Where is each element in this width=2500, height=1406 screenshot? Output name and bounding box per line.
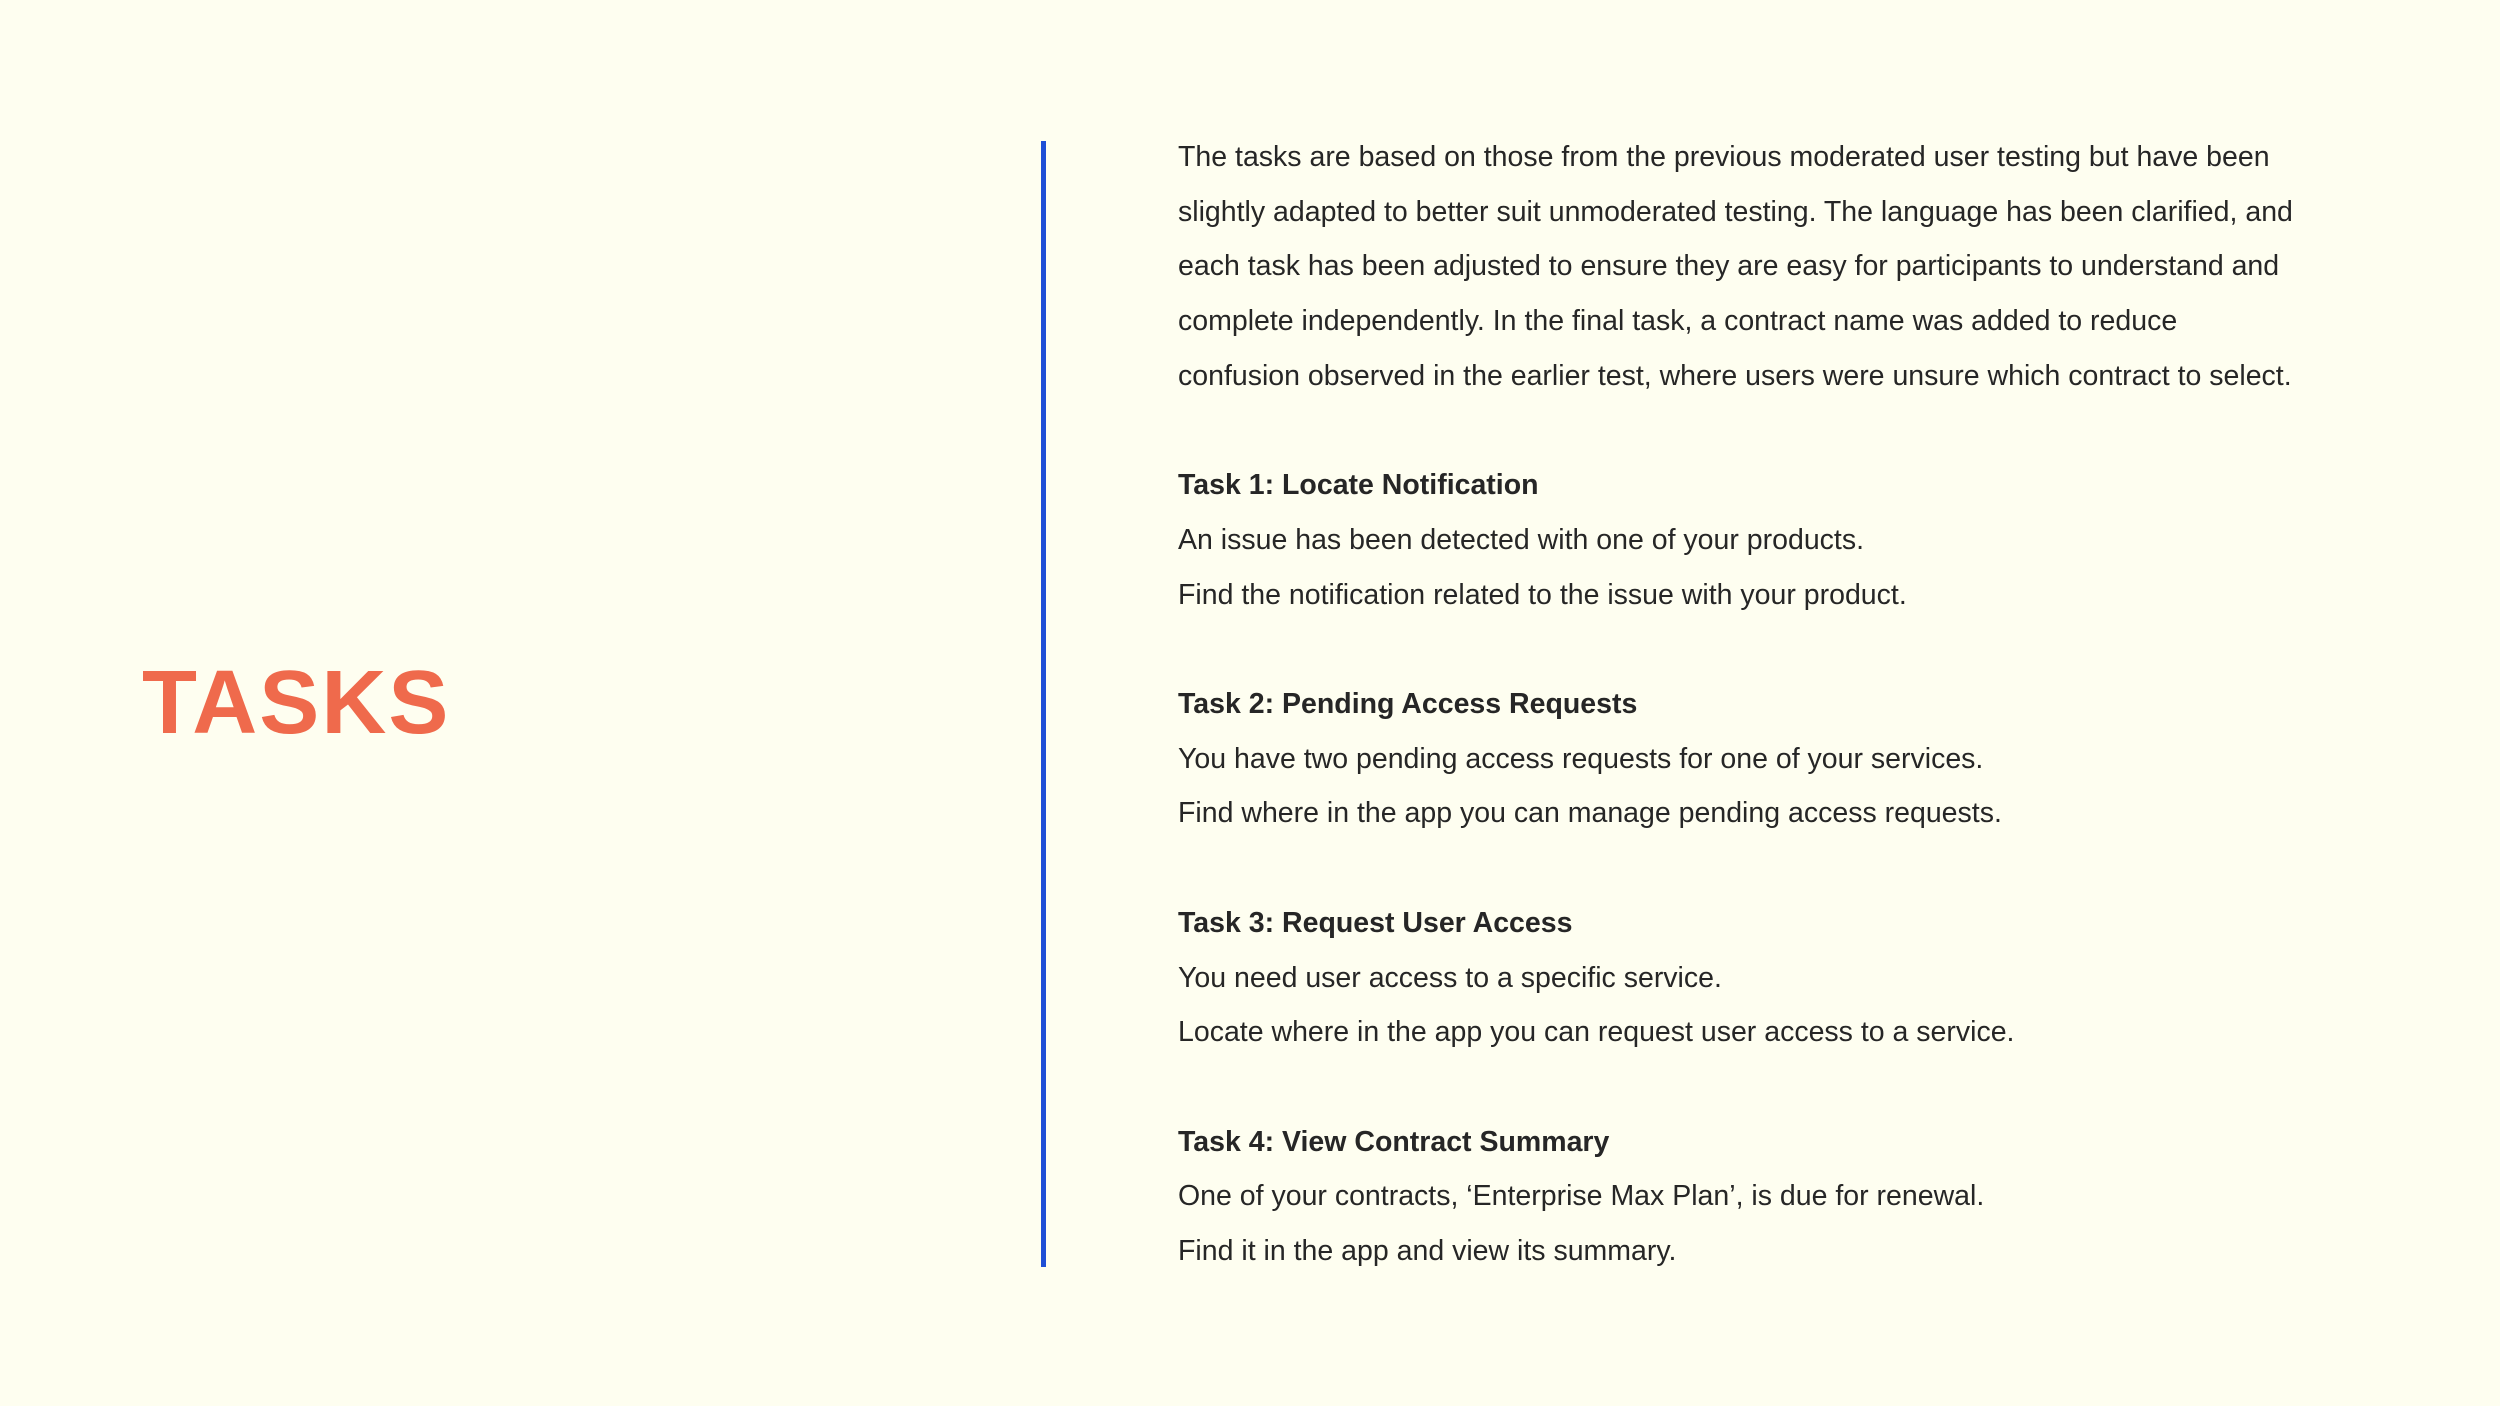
task-3 [1178,896,2398,1060]
task-description-line: You have two pending access requests for one of your services. [1178,742,1984,775]
vertical-divider [1041,141,1046,1267]
intro-line: confusion observed in the earlier test, where users were unsure which contract to select. [1178,359,2292,392]
task-1 [1178,458,2398,622]
task-4 [1178,1115,2398,1279]
intro-line: complete independently. In the final task, a contract name was added to reduce [1178,305,2178,338]
task-title: Task 3: Request User Access [1178,906,1573,939]
tasks-content [1178,130,2398,1279]
task-description-line: Find where in the app you can manage pending access requests. [1178,797,2002,830]
task-title: Task 1: Locate Notification [1178,469,1539,502]
task-title: Task 4: View Contract Summary [1178,1125,1610,1158]
intro-paragraph [1178,130,2398,404]
intro-line: The tasks are based on those from the previous moderated user testing but have been [1178,141,2270,173]
task-description-line: An issue has been detected with one of your products. [1178,523,1865,556]
task-title: Task 2: Pending Access Requests [1178,688,1638,720]
task-description-line: Locate where in the app you can request user access to a service. [1178,1016,2015,1049]
task-description-line: Find the notification related to the issue with your product. [1178,578,1907,611]
task-2 [1178,677,2398,841]
task-description-line: Find it in the app and view its summary. [1178,1235,1677,1267]
intro-line: each task has been adjusted to ensure they are easy for participants to understand and [1178,250,2280,283]
task-description-line: One of your contracts, ‘Enterprise Max Plan’, is due for renewal. [1178,1180,1985,1213]
intro-line: slightly adapted to better suit unmoderated testing. The language has been clarified, and [1178,195,2293,228]
task-description-line: You need user access to a specific service. [1178,961,1722,994]
page-title: TASKS [142,653,451,753]
